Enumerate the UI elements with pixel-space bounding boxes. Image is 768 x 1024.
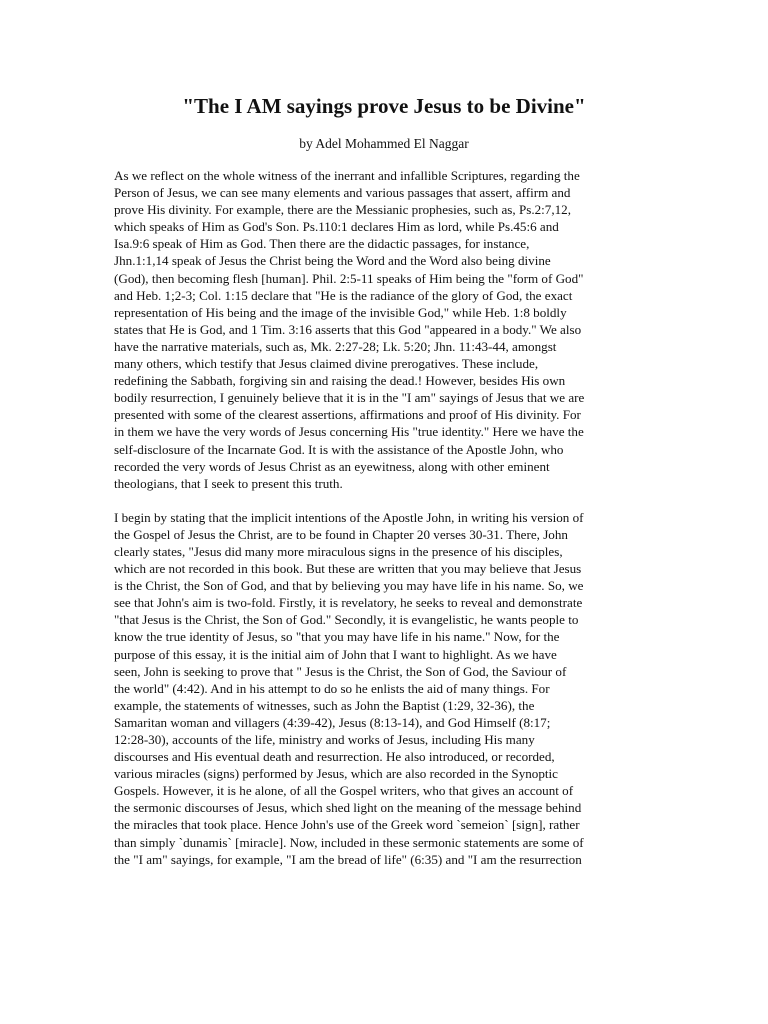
text-line: self-disclosure of the Incarnate God. It is with the assistance of the Apostle John, who: [114, 441, 564, 457]
text-line: representation of His being and the image of the invisible God," while Heb. 1:8 boldly: [114, 304, 567, 320]
text-line: seen, John is seeking to prove that " Jesus is the Christ, the Son of God, the Saviour of: [114, 663, 567, 679]
text-line: see that John's aim is two-fold. Firstly, it is revelatory, he seeks to reveal and demonstrate: [114, 595, 583, 611]
text-line: Samaritan woman and villagers (4:39-42), Jesus (8:13-14), and God Himself (8:17;: [114, 714, 551, 730]
text-line: than simply `dunamis` [miracle]. Now, included in these sermonic statements are some of: [114, 834, 584, 850]
document-title: "The I AM sayings prove Jesus to be Divine": [182, 94, 586, 118]
text-line: various miracles (signs) performed by Jesus, which are also recorded in the Synoptic: [114, 766, 558, 782]
text-line: in them we have the very words of Jesus concerning His "true identity." Here we have the: [114, 424, 584, 440]
text-line: which speaks of Him as God's Son. Ps.110:1 declares Him as lord, while Ps.45:6 and: [114, 219, 559, 235]
text-line: presented with some of the clearest assertions, affirmations and proof of His divinity. For: [114, 407, 581, 423]
text-line: the world" (4:42). And in his attempt to do so he enlists the aid of many things. For: [114, 680, 550, 696]
text-line: have the narrative materials, such as, Mk. 2:27-28; Lk. 5:20; Jhn. 11:43-44, amongst: [114, 338, 557, 354]
text-line: know the true identity of Jesus, so "that you may have life in his name." Now, for the: [114, 629, 560, 645]
text-line: recorded the very words of Jesus Christ as an eyewitness, along with other eminent: [114, 458, 550, 474]
text-line: discourses and His eventual death and resurrection. He also introduced, or recorded,: [114, 749, 555, 765]
text-line: is the Christ, the Son of God, and that by believing you may have life in his name. So, we: [114, 578, 584, 594]
text-line: purpose of this essay, it is the initial aim of John that I want to highlight. As we have: [114, 646, 557, 662]
text-line: redefining the Sabbath, forgiving sin and raising the dead.! However, besides His own: [114, 373, 566, 389]
text-line: states that He is God, and 1 Tim. 3:16 asserts that this God "appeared in a body." We also: [114, 321, 582, 337]
text-line: 12:28-30), accounts of the life, ministry and works of Jesus, including His many: [114, 732, 535, 747]
text-line: example, the statements of witnesses, such as John the Baptist (1:29, 32-36), the: [114, 697, 535, 713]
text-line: I begin by stating that the implicit intentions of the Apostle John, in writing his version of: [114, 509, 584, 525]
text-line: bodily resurrection, I genuinely believe that it is in the "I am" sayings of Jesus that we are: [114, 390, 585, 406]
paragraph: [114, 509, 659, 868]
paragraph: [114, 167, 659, 492]
text-line: (God), then becoming flesh [human]. Phil. 2:5-11 speaks of Him being the "form of God": [114, 270, 584, 286]
text-line: many others, which testify that Jesus claimed divine prerogatives. These include,: [114, 356, 539, 372]
text-line: clearly states, "Jesus did many more miraculous signs in the presence of his disciples,: [114, 543, 563, 559]
text-line: and Heb. 1;2-3; Col. 1:15 declare that "He is the radiance of the glory of God, the exact: [114, 287, 573, 303]
text-line: Gospels. However, it is he alone, of all the Gospel writers, who that gives an account of: [114, 783, 574, 799]
text-line: the "I am" sayings, for example, "I am the bread of life" (6:35) and "I am the resurrection: [114, 851, 582, 867]
text-line: which are not recorded in this book. But these are written that you may believe that Jesus: [114, 561, 582, 577]
text-line: the sermonic discourses of Jesus, which shed light on the meaning of the message behind: [114, 800, 582, 816]
text-line: theologians, that I seek to present this truth.: [114, 475, 343, 491]
text-line: As we reflect on the whole witness of the inerrant and infallible Scriptures, regarding the: [114, 168, 580, 183]
text-line: the Gospel of Jesus the Christ, are to be found in Chapter 20 verses 30-31. There, John: [114, 526, 568, 542]
text-line: the miracles that took place. Hence John's use of the Greek word `semeion` [sign], rather: [114, 817, 580, 833]
text-line: prove His divinity. For example, there are the Messianic prophesies, such as, Ps.2:7,12,: [114, 202, 571, 218]
document-byline: by Adel Mohammed El Naggar: [299, 136, 469, 151]
text-line: Isa.9:6 speak of Him as God. Then there are the didactic passages, for instance,: [114, 236, 530, 252]
document-body: [114, 167, 659, 885]
text-line: Jhn.1:1,14 speak of Jesus the Christ being the Word and the Word also being divine: [114, 253, 551, 269]
text-line: Person of Jesus, we can see many elements and various passages that assert, affirm and: [114, 185, 571, 201]
text-line: "that Jesus is the Christ, the Son of God." Secondly, it is evangelistic, he wants people to: [114, 612, 579, 628]
